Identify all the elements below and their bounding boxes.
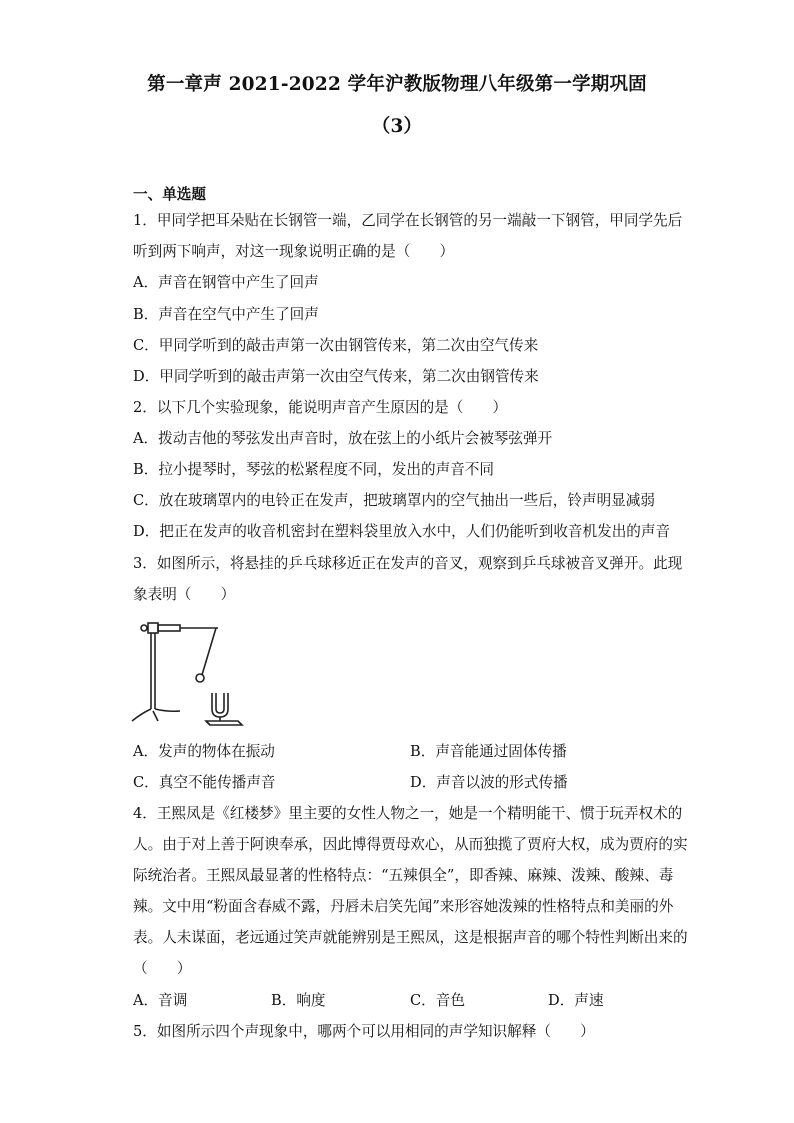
q4-option-d: D．声速: [548, 992, 604, 1009]
q1-stem-line1: 1．甲同学把耳朵贴在长钢管一端，乙同学在长钢管的另一端敲一下钢管，甲同学先后: [133, 212, 683, 229]
pendulum-string: [202, 628, 216, 675]
q2-option-d: D．把正在发声的收音机密封在塑料袋里放入水中，人们仍能听到收音机发出的声音: [133, 523, 671, 540]
q1-stem-line2: 听到两下响声，对这一现象说明正确的是（ ）: [133, 243, 455, 260]
ping-pong-ball: [196, 674, 204, 682]
q3-option-b: B．声音能通过固体传播: [410, 743, 567, 760]
q3-stem-line2: 象表明（ ）: [133, 586, 236, 603]
q4-line1: 4．王熙凤是《红楼梦》里主要的女性人物之一，她是一个精明能干、惯于玩弄权术的: [133, 805, 683, 822]
q3-option-c: C．真空不能传播声音: [133, 774, 276, 791]
q4-line3: 际统治者。王熙凤最显著的性格特点：“五辣俱全”，即香辣、麻辣、泼辣、酸辣、毒: [133, 867, 674, 884]
q4-line2: 人。由于对上善于阿谀奉承，因此博得贾母欢心，从而独揽了贾府大权，成为贾府的实: [133, 836, 688, 853]
clamp-arm: [158, 625, 180, 631]
q1-option-b: B．声音在空气中产生了回声: [133, 306, 319, 323]
q4-line5: 表。人未谋面，老远通过笑声就能辨别是王熙凤，这是根据声音的哪个特性判断出来的: [133, 929, 688, 946]
q3-stem-line1: 3．如图所示，将悬挂的乒乓球移近正在发声的音叉，观察到乒乓球被音叉弹开。此现: [133, 555, 683, 572]
tuning-fork-base: [206, 721, 242, 725]
q2-option-c: C．放在玻璃罩内的电铃正在发声，把玻璃罩内的空气抽出一些后，铃声明显减弱: [133, 492, 655, 509]
q2-option-b: B．拉小提琴时，琴弦的松紧程度不同，发出的声音不同: [133, 461, 494, 478]
q2-stem: 2．以下几个实验现象，能说明声音产生原因的是（ ）: [133, 399, 508, 416]
stand-base-left: [132, 709, 151, 721]
q1-option-a: A．声音在钢管中产生了回声: [133, 274, 319, 291]
stand-base-right: [155, 709, 180, 711]
q5-stem: 5．如图所示四个声现象中，哪两个可以用相同的声学知识解释（ ）: [133, 1023, 595, 1040]
q2-option-a: A．拨动吉他的琴弦发出声音时，放在弦上的小纸片会被琴弦弹开: [133, 430, 553, 447]
section-heading: 一、单选题: [133, 186, 206, 203]
q4-option-b: B．响度: [271, 992, 326, 1009]
q4-option-a: A．音调: [133, 992, 188, 1009]
document-title-number: （3）: [371, 116, 423, 137]
q1-option-d: D．甲同学听到的敲击声第一次由空气传来，第二次由钢管传来: [133, 368, 539, 385]
q3-option-d: D．声音以波的形式传播: [410, 774, 568, 791]
clamp-block: [148, 623, 158, 633]
q4-line4: 辣。文中用“粉面含春威不露，丹唇未启笑先闻”来形容她泼辣的性格特点和美丽的外: [133, 898, 674, 915]
q4-option-c: C．音色: [410, 992, 465, 1009]
q3-option-a: A．发声的物体在振动: [133, 743, 275, 760]
q4-line6: （ ）: [133, 960, 192, 977]
document-title: 第一章声 2021-2022 学年沪教版物理八年级第一学期巩固: [147, 74, 647, 95]
tuning-fork-figure: [128, 617, 248, 729]
q1-option-c: C．甲同学听到的敲击声第一次由钢管传来，第二次由空气传来: [133, 337, 539, 354]
